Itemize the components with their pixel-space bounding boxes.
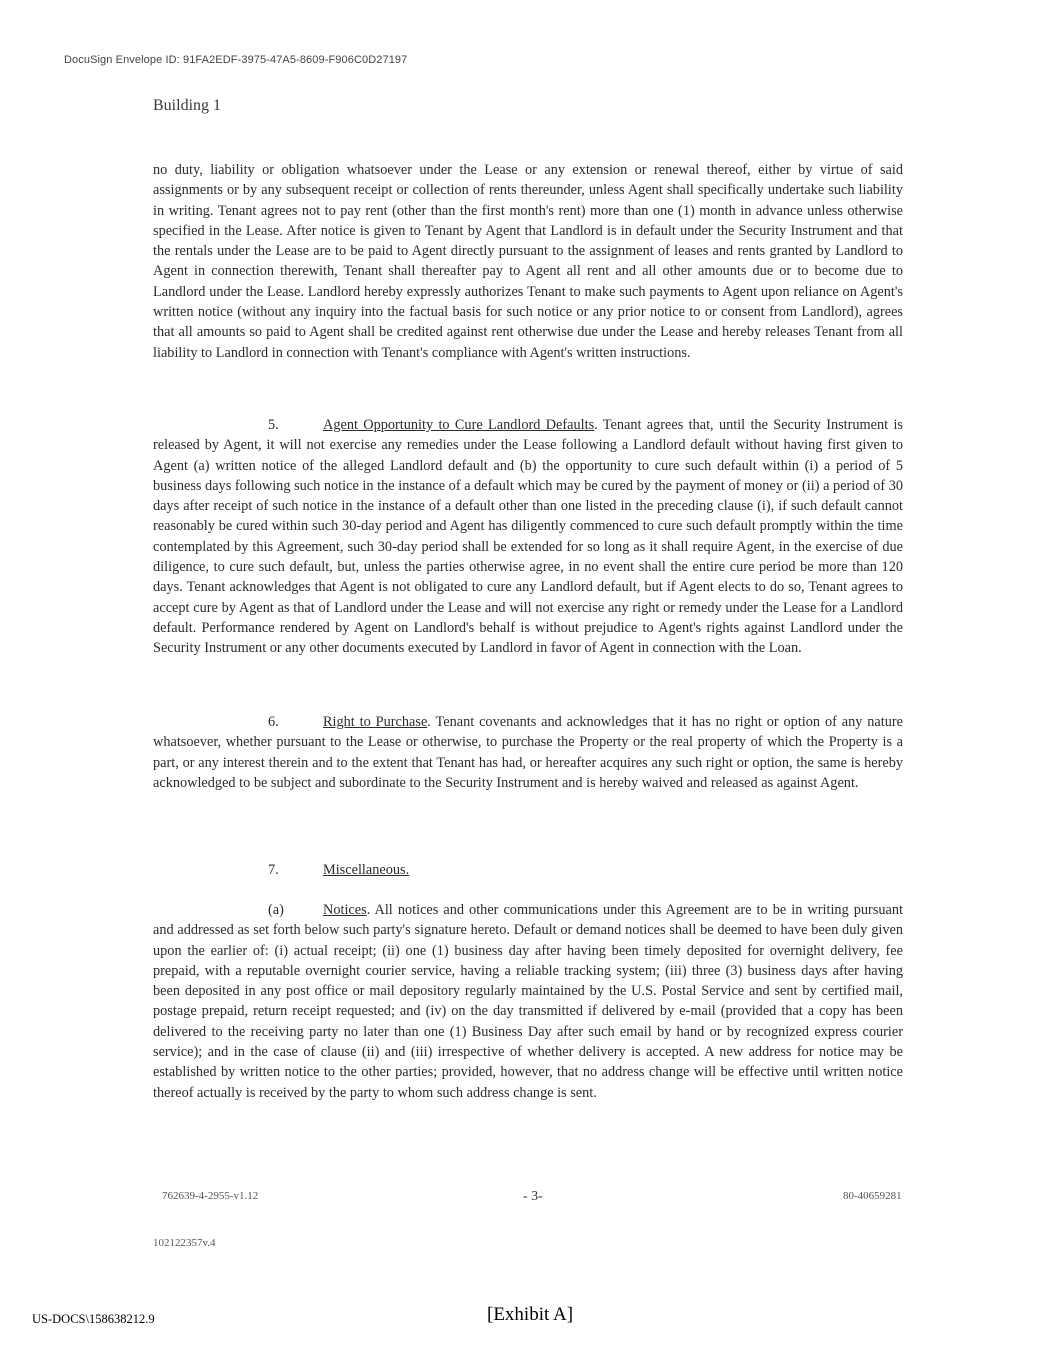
section-title: Notices — [323, 902, 367, 918]
section-text: . All notices and other communications under this Agreement are to be in writing pursuant and addressed as set forth below such party's signature hereto. Default or demand notices shall be deemed to have been duly given upon the earlier of: (i) actual receipt; (ii) one (1) business day after having been timely deposited for overnight delivery, fee prepaid, with a reputable overnight courier service, having a reliable tracking system; (iii) three (3) business days after having been deposited in any post office or mail depository regularly maintained by the U.S. Postal Service and sent by certified mail, postage prepaid, return receipt requested; and (iv) on the day transmitted if delivered by e-mail (provided that a copy has been delivered to the receiving party no later than one (1) Business Day after such email by hand or by recognized express courier service); and in the case of clause (ii) and (iii) irrespective of whether delivery is accepted. A new address for notice may be established by written notice to the other parties; provided, however, that no address change will be effective until written notice thereof actually is received by the party to whom such address change is sent. — [153, 902, 903, 1101]
footer-doc-id: 102122357v.4 — [153, 1237, 216, 1249]
page-number: - 3- — [523, 1189, 543, 1204]
section-number: 5. — [268, 417, 279, 433]
section-7a-notices — [153, 900, 903, 1103]
section-7-miscellaneous — [153, 860, 903, 880]
section-text: . Tenant agrees that, until the Security Instrument is released by Agent, it will not exercise any remedies under the Lease following a Landlord default without having first given to Agent (a) written notice of the alleged Landlord default and (b) the opportunity to cure such default within (i) a period of 5 business days following such notice in the instance of a default which may be cured by the payment of money or (ii) a period of 30 days after receipt of such notice in the instance of a default other than one listed in the preceding clause (i), if such default cannot reasonably be cured within such 30-day period and Agent has diligently commenced to cure such default promptly within the time contemplated by this Agreement, such 30-day period shall be extended for so long as it shall require Agent, in the exercise of due diligence, to cure such default, but, unless the parties otherwise agree, in no event shall the entire cure period be more than 120 days. Tenant acknowledges that Agent is not obligated to cure any Landlord default, but if Agent elects to do so, Tenant agrees to accept cure by Agent as that of Landlord under the Lease and will not exercise any right or remedy under the Lease for a Landlord default. Performance rendered by Agent on Landlord's behalf is without prejudice to Agent's rights against Landlord under the Security Instrument or any other documents executed by Landlord in favor of Agent in connection with the Loan. — [153, 417, 903, 657]
section-title: Agent Opportunity to Cure Landlord Defaults — [323, 417, 595, 433]
section-number: 7. — [268, 862, 279, 878]
footer-right-ref: 80-40659281 — [843, 1190, 902, 1202]
section-number: 6. — [268, 714, 279, 730]
building-header: Building 1 — [153, 97, 222, 114]
section-number: (a) — [268, 902, 284, 918]
exhibit-label: [Exhibit A] — [487, 1304, 574, 1325]
paragraph-text: no duty, liability or obligation whatsoever under the Lease or any extension or renewal thereof, either by virtue of said assignments or by any subsequent receipt or collection of rents thereunder, unless Agent shall specifically undertake such liability in writing. Tenant agrees not to pay rent (other than the first month's rent) more than one (1) month in advance unless otherwise specified in the Lease. After notice is given to Tenant by Agent that Landlord is in default under the Security Instrument and that the rentals under the Lease are to be paid to Agent directly pursuant to the assignment of leases and rents granted by Landlord to Agent in connection therewith, Tenant shall thereafter pay to Agent all rent and all other amounts due or to become due to Landlord under the Lease. Landlord hereby expressly authorizes Tenant to make such payments to Agent upon reliance on Agent's written notice (without any inquiry into the factual basis for such notice or any prior notice to or consent from Landlord), agrees that all amounts so paid to Agent shall be credited against rent otherwise due under the Lease and hereby releases Tenant from all liability to Landlord in connection with Tenant's compliance with Agent's written instructions. — [153, 162, 903, 361]
section-5-agent-opportunity — [153, 415, 903, 659]
section-title: Miscellaneous. — [323, 862, 410, 878]
paragraph-continuation — [153, 160, 903, 363]
section-text: . Tenant covenants and acknowledges that it has no right or option of any nature whatsoever, whether pursuant to the Lease or otherwise, to purchase the Property or the real property of which the Property is a part, or any interest therein and to the extent that Tenant has had, or hereafter acquires any such right or option, the same is hereby acknowledged to be subject and subordinate to the Security Instrument and is hereby waived and released as against Agent. — [153, 714, 904, 791]
us-docs-id: US-DOCS\158638212.9 — [32, 1312, 155, 1326]
docusign-envelope-id: DocuSign Envelope ID: 91FA2EDF-3975-47A5-8609-F906C0D27197 — [64, 54, 408, 66]
section-6-right-to-purchase — [153, 712, 903, 793]
footer-doc-ref: 762639-4-2955-v1.12 — [162, 1190, 259, 1202]
section-title: Right to Purchase — [323, 714, 428, 730]
